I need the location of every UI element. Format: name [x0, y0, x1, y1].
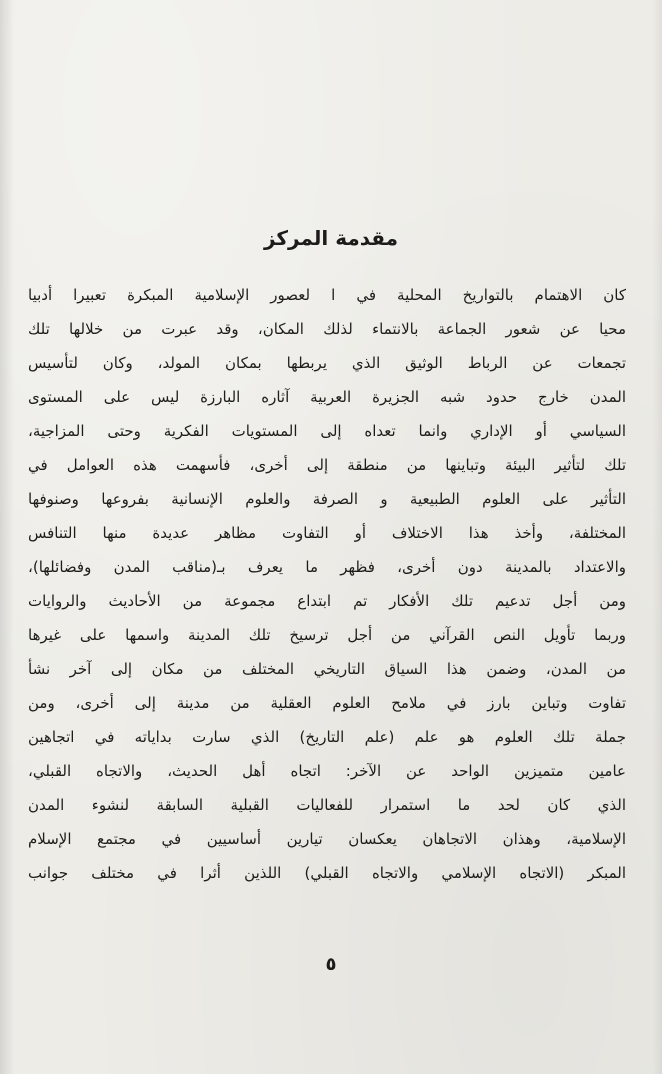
text-line: السياسي أو الإداري وانما تعداه إلى المستويات الفكرية وحتى المزاجية،: [28, 422, 626, 440]
text-line: الذي كان لحد ما استمرار للفعاليات القبلية السابقة لنشوء المدن: [28, 796, 626, 814]
text-line: تجمعات عن الرباط الوثيق الذي يربطها بمكان المولد، وكان لتأسيس: [28, 354, 626, 372]
text-line: تفاوت وتباين بارز في ملامح العلوم العقلية من مدينة إلى أخرى، ومن: [28, 694, 626, 712]
text-line: والاعتداد بالمدينة دون أخرى، فظهر ما يعرف بـ(مناقب المدن وفضائلها)،: [28, 558, 626, 576]
text-line: محيا عن شعور الجماعة بالانتماء لذلك المكان، وقد عبرت من خلالها تلك: [28, 320, 626, 338]
text-line: وربما تأويل النص القرآني من أجل ترسيخ تلك المدينة واسمها على غيرها: [28, 626, 626, 644]
text-line: عامين متميزين الواحد عن الآخر: اتجاه أهل الحديث، والاتجاه القبلي،: [28, 762, 626, 780]
text-line: المبكر (الاتجاه الإسلامي والاتجاه القبلي) اللذين أثرا في مختلف جوانب: [28, 864, 626, 882]
text-line: المختلفة، وأخذ هذا الاختلاف أو التفاوت مظاهر عديدة منها التنافس: [28, 524, 626, 542]
body-text: [28, 278, 626, 890]
text-line: كان الاهتمام بالتواريخ المحلية في ا لعصور الإسلامية المبكرة تعبيرا أدبيا: [28, 286, 626, 304]
text-line: جملة تلك العلوم هو علم (علم التاريخ) الذي سارت بداياته في اتجاهين: [28, 728, 626, 746]
page-title: مقدمة المركز: [263, 226, 399, 250]
text-line: من المدن، وضمن هذا السياق التاريخي المختلف من مكان إلى آخر نشأ: [28, 660, 626, 678]
text-line: المدن خارج حدود شبه الجزيرة العربية آثاره البارزة ليس على المستوى: [28, 388, 626, 406]
text-line: الإسلامية، وهذان الاتجاهان يعكسان تيارين أساسيين في مجتمع الإسلام: [28, 830, 626, 848]
text-line: ومن أجل تدعيم تلك الأفكار تم ابتداع مجموعة من الأحاديث والروايات: [28, 592, 626, 610]
text-line: التأثير على العلوم الطبيعية و الصرفة والعلوم الإنسانية بفروعها وصنوفها: [28, 490, 626, 508]
text-line: تلك لتأثير البيئة وتباينها من منطقة إلى أخرى، فأسهمت هذه العوامل في: [28, 456, 626, 474]
page-number: ٥: [325, 954, 337, 975]
